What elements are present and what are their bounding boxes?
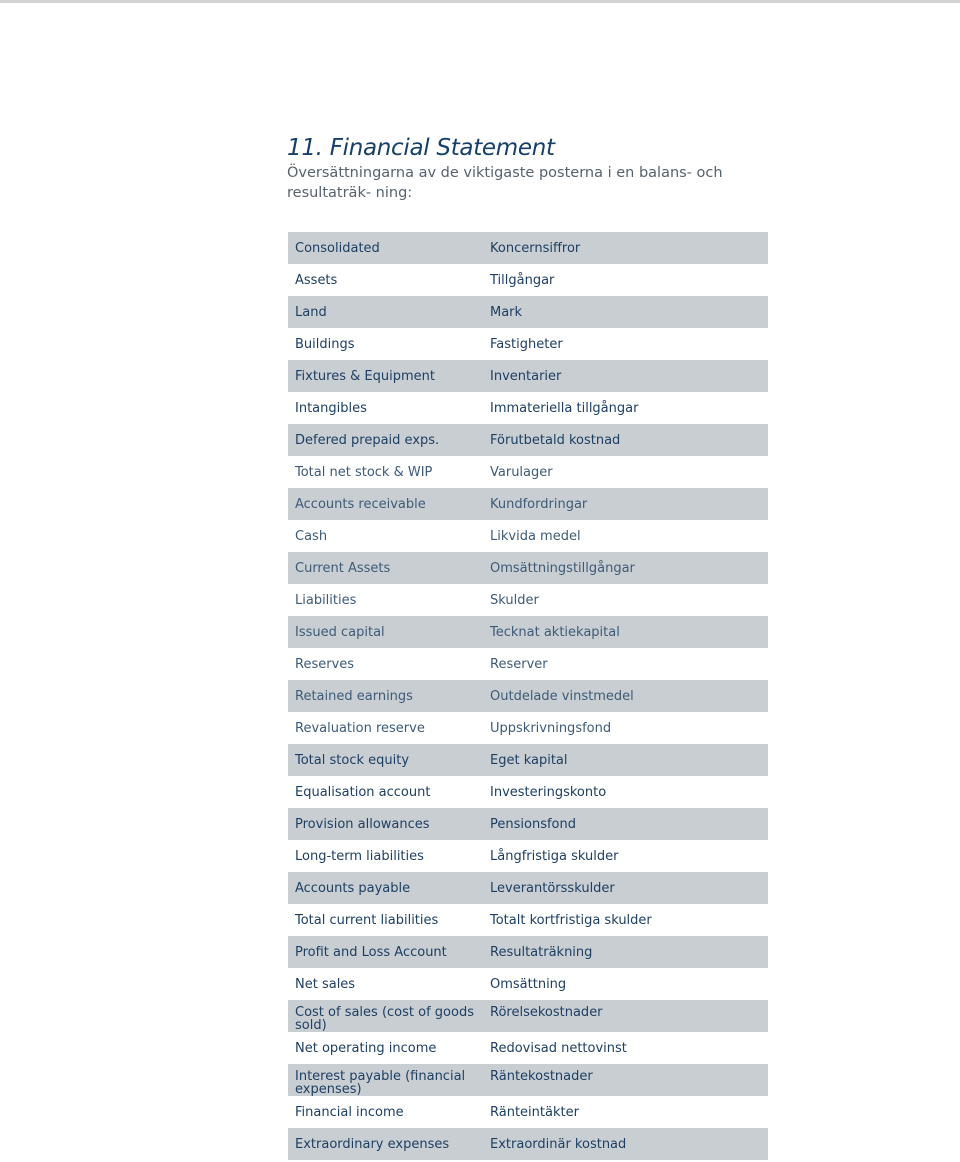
- swedish-term: Långfristiga skulder: [490, 848, 619, 864]
- swedish-term: Redovisad nettovinst: [490, 1040, 627, 1056]
- swedish-term: Reserver: [490, 656, 548, 672]
- english-term: Current Assets: [295, 560, 391, 576]
- english-term: Buildings: [295, 336, 355, 352]
- table-row: [288, 1032, 768, 1064]
- table-row: [288, 488, 768, 520]
- table-row: [288, 1096, 768, 1128]
- swedish-term: Omsättning: [490, 976, 567, 992]
- table-row: [288, 872, 768, 904]
- swedish-term: Immateriella tillgångar: [490, 400, 639, 416]
- table-row: [288, 424, 768, 456]
- swedish-term: Kundfordringar: [490, 496, 588, 512]
- english-term: Cash: [295, 528, 328, 544]
- swedish-term: Outdelade vinstmedel: [490, 688, 634, 704]
- section-intro: Översättningarna av de viktigaste posterna i en balans- och resultaträk- ning:: [287, 165, 723, 201]
- swedish-term: Tillgångar: [490, 272, 555, 288]
- english-term: Accounts receivable: [295, 496, 426, 512]
- english-term: Financial income: [295, 1104, 404, 1120]
- table-row: [288, 520, 768, 552]
- table-row: [288, 360, 768, 392]
- english-term: Retained earnings: [295, 688, 413, 704]
- table-row: [288, 584, 768, 616]
- table-row: [288, 648, 768, 680]
- english-term: Intangibles: [295, 400, 367, 416]
- english-term: Total net stock & WIP: [295, 464, 433, 480]
- table-row: [288, 1000, 768, 1032]
- table-row: [288, 1128, 768, 1160]
- table-row: [288, 616, 768, 648]
- swedish-term: Inventarier: [490, 368, 562, 384]
- table-row: [288, 456, 768, 488]
- swedish-term: Räntekostnader: [490, 1069, 593, 1084]
- swedish-term: Mark: [490, 304, 523, 320]
- table-row: [288, 744, 768, 776]
- table-row: [288, 232, 768, 264]
- english-term: Consolidated: [295, 240, 380, 256]
- swedish-term: Totalt kortfristiga skulder: [490, 912, 652, 928]
- swedish-term: Leverantörsskulder: [490, 880, 615, 896]
- english-term: Issued capital: [295, 624, 385, 640]
- table-row: [288, 328, 768, 360]
- swedish-term: Extraordinär kostnad: [490, 1136, 627, 1152]
- table-row: [288, 904, 768, 936]
- english-term: Defered prepaid exps.: [295, 432, 440, 448]
- table-row: [288, 712, 768, 744]
- english-term: Fixtures & Equipment: [295, 368, 435, 384]
- english-term: Net operating income: [295, 1040, 437, 1056]
- table-row: [288, 264, 768, 296]
- top-rule: [0, 0, 960, 3]
- table-row: [288, 680, 768, 712]
- table-row: [288, 840, 768, 872]
- swedish-term: Ränteintäkter: [490, 1104, 579, 1120]
- english-term: Cost of sales (cost of goods sold): [295, 1005, 474, 1033]
- swedish-term: Investeringskonto: [490, 784, 607, 800]
- swedish-term: Skulder: [490, 592, 539, 608]
- table-row: [288, 968, 768, 1000]
- swedish-term: Likvida medel: [490, 528, 581, 544]
- table-row: [288, 552, 768, 584]
- table-row: [288, 776, 768, 808]
- swedish-term: Förutbetald kostnad: [490, 432, 621, 448]
- translation-table: [288, 232, 768, 1160]
- swedish-term: Rörelsekostnader: [490, 1005, 603, 1020]
- swedish-term: Uppskrivningsfond: [490, 720, 612, 736]
- swedish-term: Omsättningstillgångar: [490, 560, 635, 576]
- swedish-term: Koncernsiffror: [490, 240, 581, 256]
- table-row: [288, 808, 768, 840]
- section-title: 11. Financial Statement: [287, 135, 555, 161]
- english-term: Total stock equity: [295, 752, 410, 768]
- section-heading: [287, 133, 787, 203]
- english-term: Liabilities: [295, 592, 357, 608]
- swedish-term: Varulager: [490, 464, 553, 480]
- english-term: Assets: [295, 272, 338, 288]
- english-term: Land: [295, 304, 327, 320]
- english-term: Equalisation account: [295, 784, 431, 800]
- swedish-term: Pensionsfond: [490, 816, 576, 832]
- table-row: [288, 296, 768, 328]
- english-term: Provision allowances: [295, 816, 430, 832]
- english-term: Revaluation reserve: [295, 720, 425, 736]
- english-term: Profit and Loss Account: [295, 944, 447, 960]
- swedish-term: Fastigheter: [490, 336, 563, 352]
- english-term: Interest payable (financial expenses): [295, 1069, 466, 1097]
- english-term: Reserves: [295, 656, 355, 672]
- table-row: [288, 936, 768, 968]
- english-term: Net sales: [295, 976, 356, 992]
- table-row: [288, 392, 768, 424]
- table-row: [288, 1064, 768, 1096]
- english-term: Long-term liabilities: [295, 848, 424, 864]
- english-term: Extraordinary expenses: [295, 1136, 450, 1152]
- swedish-term: Resultaträkning: [490, 944, 593, 960]
- swedish-term: Eget kapital: [490, 752, 568, 768]
- swedish-term: Tecknat aktiekapital: [490, 624, 620, 640]
- english-term: Total current liabilities: [295, 912, 439, 928]
- english-term: Accounts payable: [295, 880, 411, 896]
